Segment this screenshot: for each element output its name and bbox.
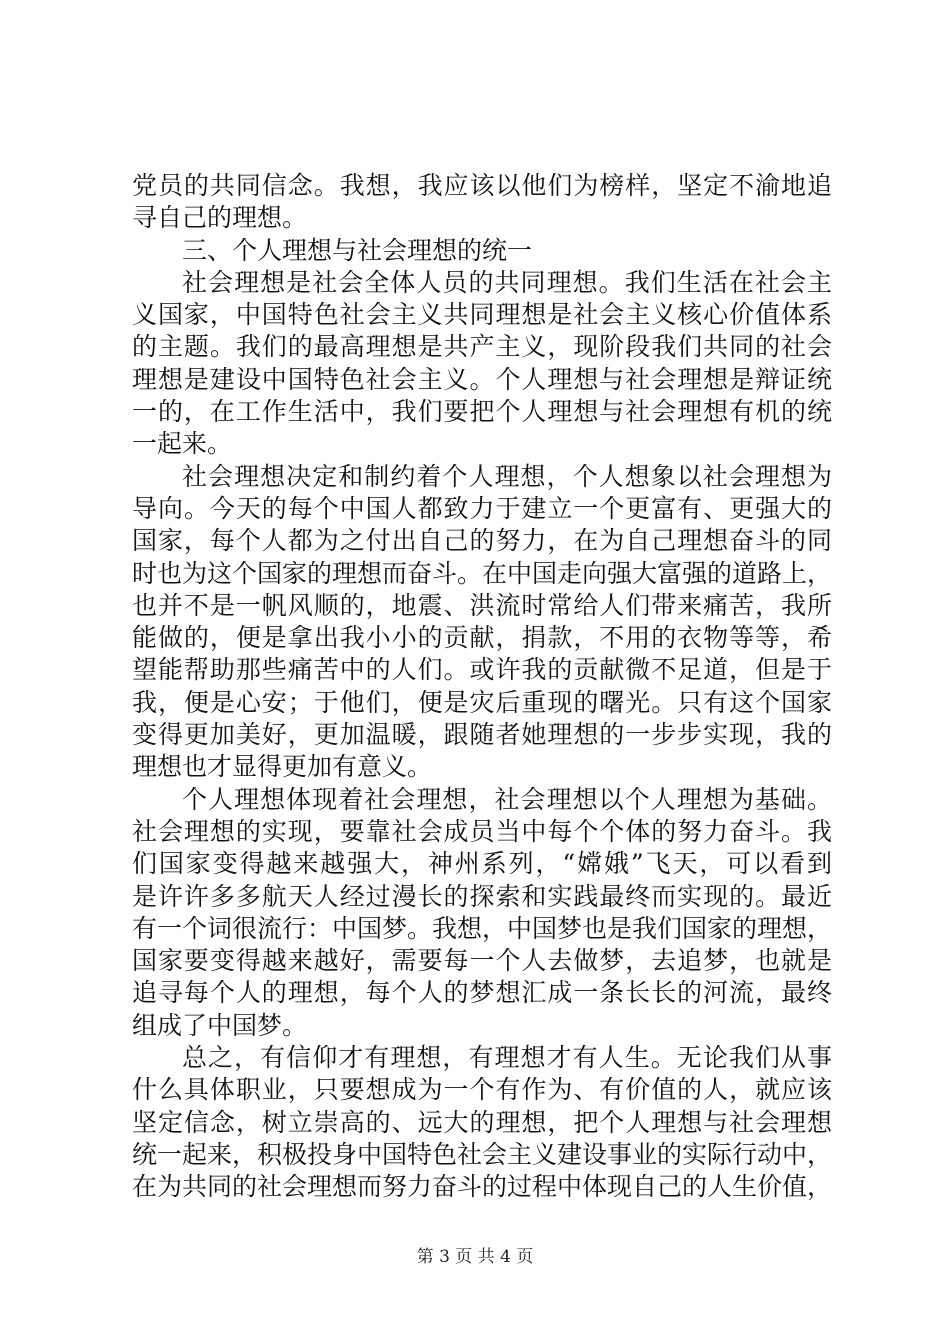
- text-line: 变得更加美好，更加温暖，跟随者她理想的一步步实现，我的: [132, 720, 832, 750]
- text-line: 是许许多多航天人经过漫长的探索和实践最终而实现的。最近: [132, 881, 832, 911]
- text-line: 社会理想决定和制约着个人理想，个人想象以社会理想为: [182, 461, 832, 491]
- text-line: 个人理想体现着社会理想，社会理想以个人理想为基础。: [182, 784, 832, 814]
- text-line: 我，便是心安；于他们，便是灾后重现的曙光。只有这个国家: [132, 687, 832, 717]
- text-line: 义国家，中国特色社会主义共同理想是社会主义核心价值体系: [132, 300, 832, 330]
- text-line: 追寻每个人的理想，每个人的梦想汇成一条长长的河流，最终: [132, 978, 832, 1008]
- text-line: 社会理想是社会全体人员的共同理想。我们生活在社会主: [182, 267, 832, 297]
- text-line: 时也为这个国家的理想而奋斗。在中国走向强大富强的道路上，: [132, 558, 833, 588]
- text-line: 坚定信念，树立崇高的、远大的理想，把个人理想与社会理想: [132, 1107, 832, 1137]
- text-line: 能做的，便是拿出我小小的贡献，捐款，不用的衣物等等，希: [132, 623, 832, 653]
- text-line: 理想也才显得更加有意义。: [132, 752, 433, 782]
- text-line: 理想是建设中国特色社会主义。个人理想与社会理想是辩证统: [132, 364, 832, 394]
- text-line: 有一个词很流行：中国梦。我想，中国梦也是我们国家的理想，: [132, 913, 833, 943]
- text-line: 也并不是一帆风顺的，地震、洪流时常给人们带来痛苦，我所: [132, 590, 832, 620]
- text-line: 三、个人理想与社会理想的统一: [182, 235, 533, 265]
- page-footer: 第 3 页 共 4 页: [416, 1247, 534, 1267]
- text-line: 寻自己的理想。: [132, 203, 308, 233]
- text-line: 导向。今天的每个中国人都致力于建立一个更富有、更强大的: [132, 493, 832, 523]
- text-line: 党员的共同信念。我想，我应该以他们为榜样，坚定不渝地追: [132, 171, 832, 200]
- text-line: 总之，有信仰才有理想，有理想才有人生。无论我们从事: [182, 1043, 832, 1073]
- text-line: 国家，每个人都为之付出自己的努力，在为自己理想奋斗的同: [132, 526, 832, 556]
- text-line: 一的，在工作生活中，我们要把个人理想与社会理想有机的统: [132, 397, 832, 427]
- text-line: 组成了中国梦。: [132, 1010, 308, 1040]
- text-line: 什么具体职业，只要想成为一个有作为、有价值的人，就应该: [132, 1075, 832, 1105]
- text-line: 在为共同的社会理想而努力奋斗的过程中体现自己的人生价值，: [132, 1172, 833, 1202]
- text-line: 们国家变得越来越强大，神州系列，“嫦娥”飞天，可以看到: [132, 849, 832, 879]
- text-line: 统一起来，积极投身中国特色社会主义建设事业的实际行动中，: [132, 1139, 833, 1169]
- text-line: 望能帮助那些痛苦中的人们。或许我的贡献微不足道，但是于: [132, 655, 832, 685]
- document-body: [132, 170, 832, 1204]
- text-line: 的主题。我们的最高理想是共产主义，现阶段我们共同的社会: [132, 332, 832, 362]
- text-line: 社会理想的实现，要靠社会成员当中每个个体的努力奋斗。我: [132, 816, 832, 846]
- text-line: 一起来。: [132, 429, 233, 459]
- text-line: 国家要变得越来越好，需要每一个人去做梦，去追梦，也就是: [132, 946, 832, 976]
